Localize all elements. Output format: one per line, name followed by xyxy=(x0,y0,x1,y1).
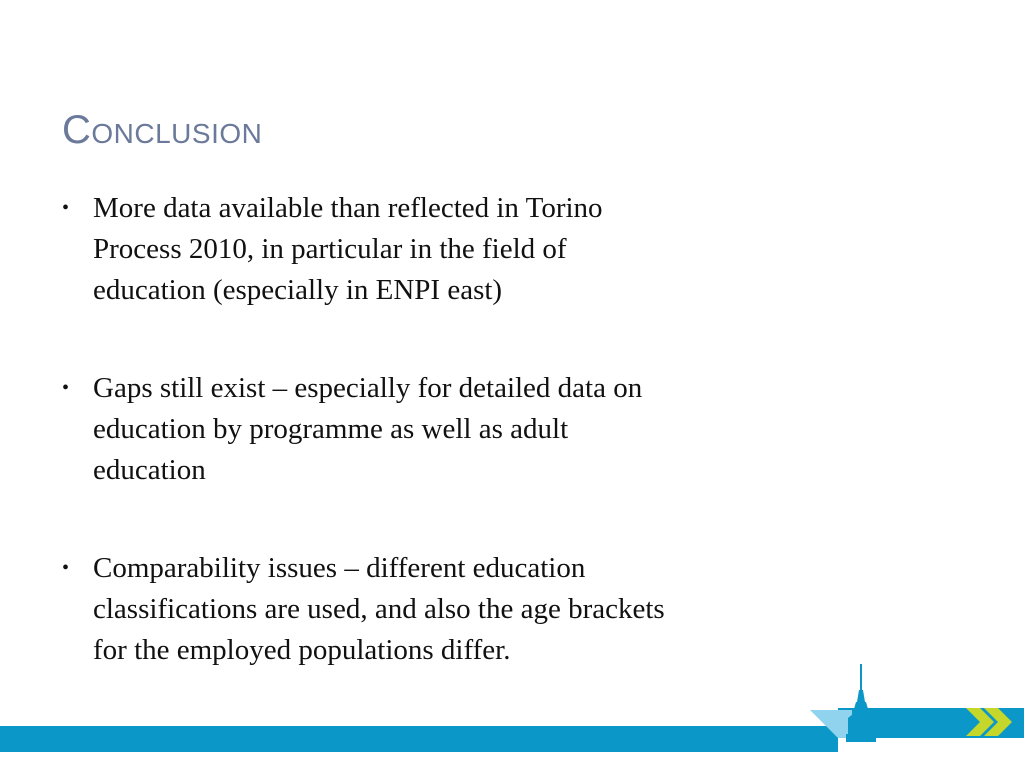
bullet-line: Gaps still exist – especially for detailed data on xyxy=(93,372,643,404)
bullet-line: More data available than reflected in Torino xyxy=(93,192,603,224)
footer-bar xyxy=(0,726,838,752)
bullet-line: education xyxy=(93,454,206,486)
slide-title: Conclusion xyxy=(62,108,263,152)
bullet-dot: • xyxy=(62,557,70,579)
bullet-dot: • xyxy=(62,377,70,399)
bullet-line: Process 2010, in particular in the field of xyxy=(93,233,567,265)
bullet-line: Comparability issues – different education xyxy=(93,552,586,584)
wedge-shape xyxy=(810,710,852,738)
bullet-list xyxy=(60,188,900,728)
bullet-line: classifications are used, and also the age brackets xyxy=(93,593,665,625)
bullet-dot: • xyxy=(62,197,70,219)
bullet-item xyxy=(60,188,900,311)
double-chevron-right-icon xyxy=(966,708,1012,736)
bullet-line: education (especially in ENPI east) xyxy=(93,274,503,306)
bullet-item xyxy=(60,548,900,671)
bullet-line: for the employed populations differ. xyxy=(93,634,511,666)
mole-tower-icon xyxy=(846,664,876,742)
bullet-item xyxy=(60,368,900,491)
bullet-line: education by programme as well as adult xyxy=(93,413,569,445)
footer-logo xyxy=(808,660,1024,768)
